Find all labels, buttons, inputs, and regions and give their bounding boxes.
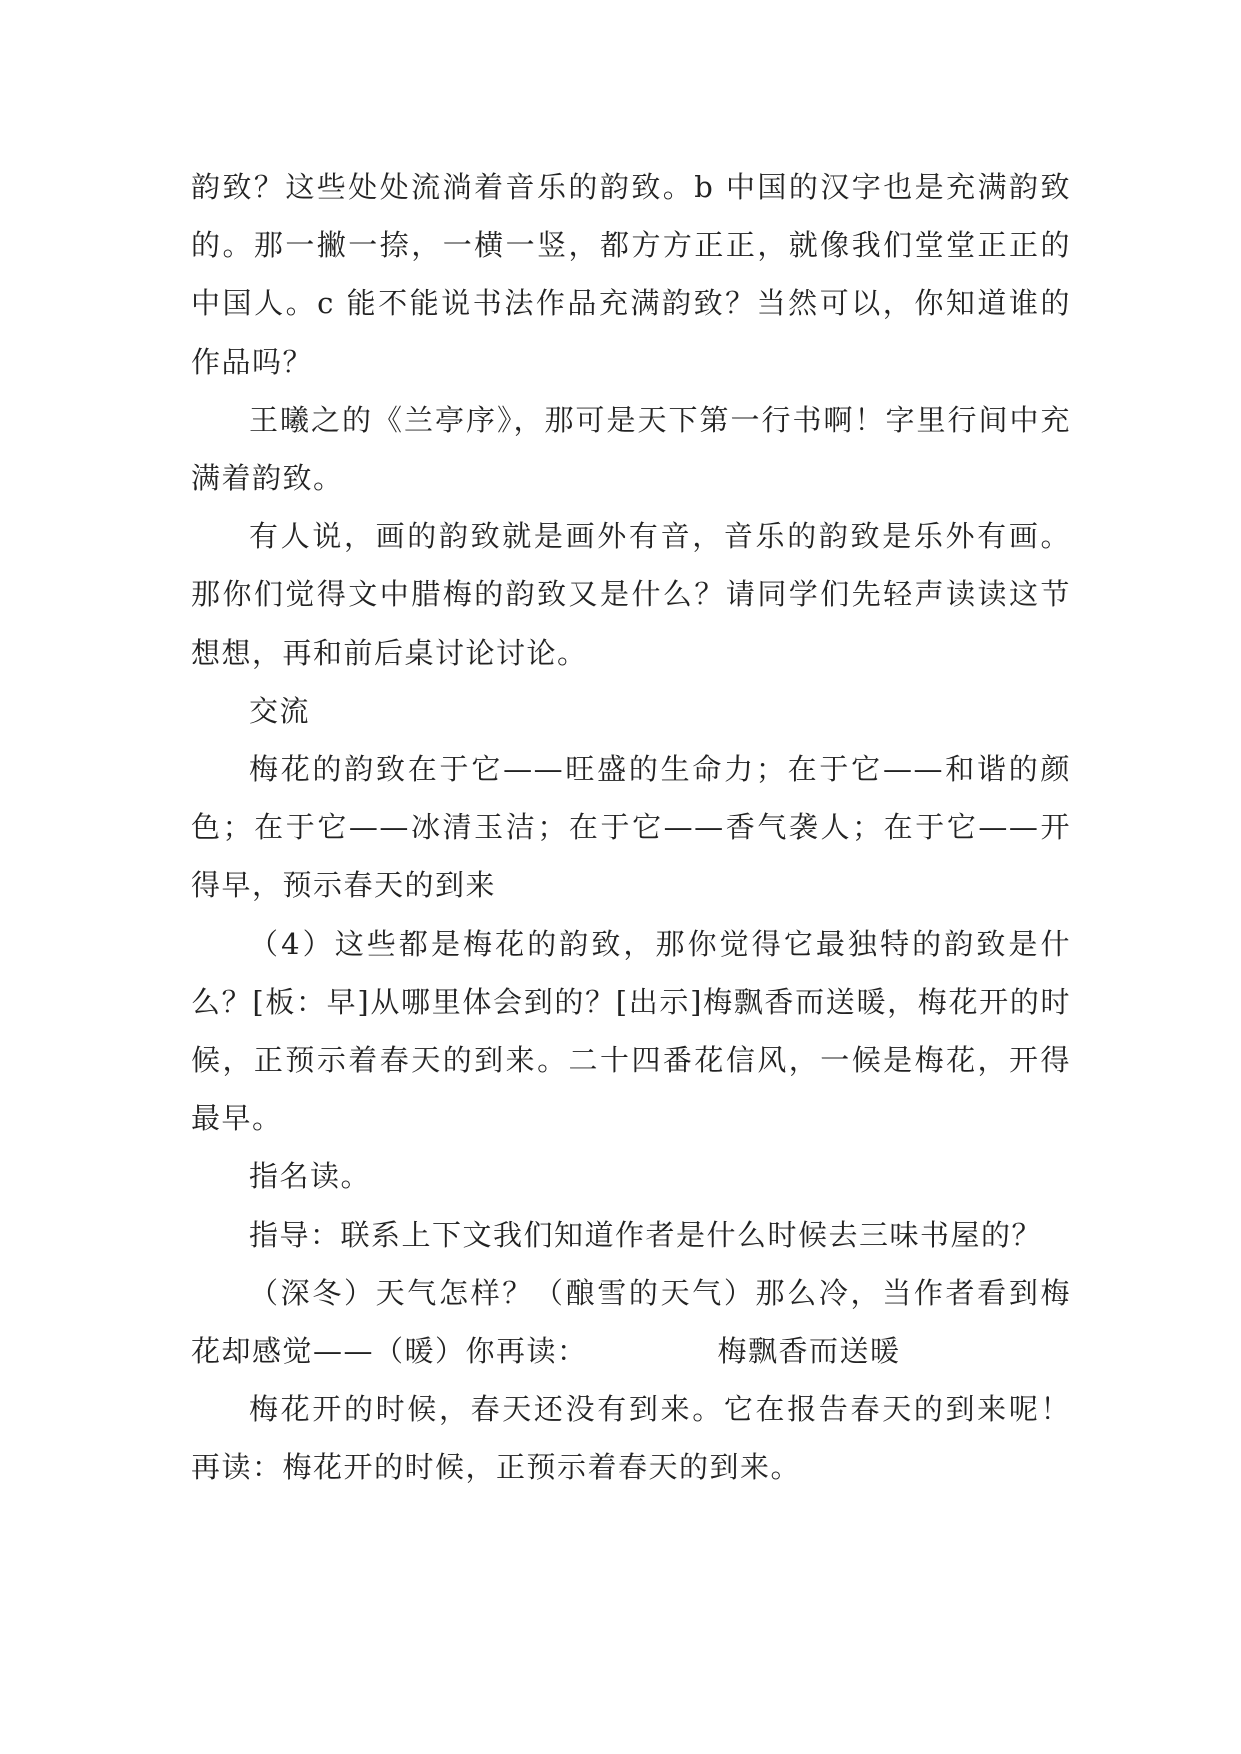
quote-text: 梅飘香而送暖 [717,1334,901,1369]
paragraph: 梅花开的时候，春天还没有到来。它在报告春天的到来呢！再读：梅花开的时候，正预示着春天的到来。 [191,1392,1071,1485]
paragraph-continued: 韵致？这些处处流淌着音乐的韵致。b 中国的汉字也是充满韵致的。那一撇一捺，一横一竖，都方方正正，就像我们堂堂正正的中国人。c 能不能说书法作品充满韵致？当然可以，你知道谁的作品吗？ [191,170,1071,379]
paragraph-text: （深冬）天气怎样？（酿雪的天气）那么冷，当作者看到梅花却感觉——（暖）你再读： [191,1275,1071,1369]
document-body [191,158,1071,1497]
paragraph-with-quote [191,1264,1071,1380]
paragraph: 梅花的韵致在于它——旺盛的生命力；在于它——和谐的颜色；在于它——冰清玉洁；在于它——香气袭人；在于它——开得早，预示春天的到来 [191,752,1071,903]
paragraph: 指名读。 [249,1159,372,1194]
paragraph: 王曦之的《兰亭序》，那可是天下第一行书啊！字里行间中充满着韵致。 [191,402,1071,496]
paragraph: 指导：联系上下文我们知道作者是什么时候去三味书屋的？ [249,1217,1043,1252]
paragraph: 有人说，画的韵致就是画外有音，音乐的韵致是乐外有画。那你们觉得文中腊梅的韵致又是什么？请同学们先轻声读读这节想想，再和前后桌讨论讨论。 [191,519,1071,670]
paragraph: 交流 [249,693,311,728]
paragraph: （4）这些都是梅花的韵致，那你觉得它最独特的韵致是什么？[板：早]从哪里体会到的？[出示]梅飘香而送暖，梅花开的时候，正预示着春天的到来。二十四番花信风，一候是梅花，开得最早。 [191,926,1071,1136]
